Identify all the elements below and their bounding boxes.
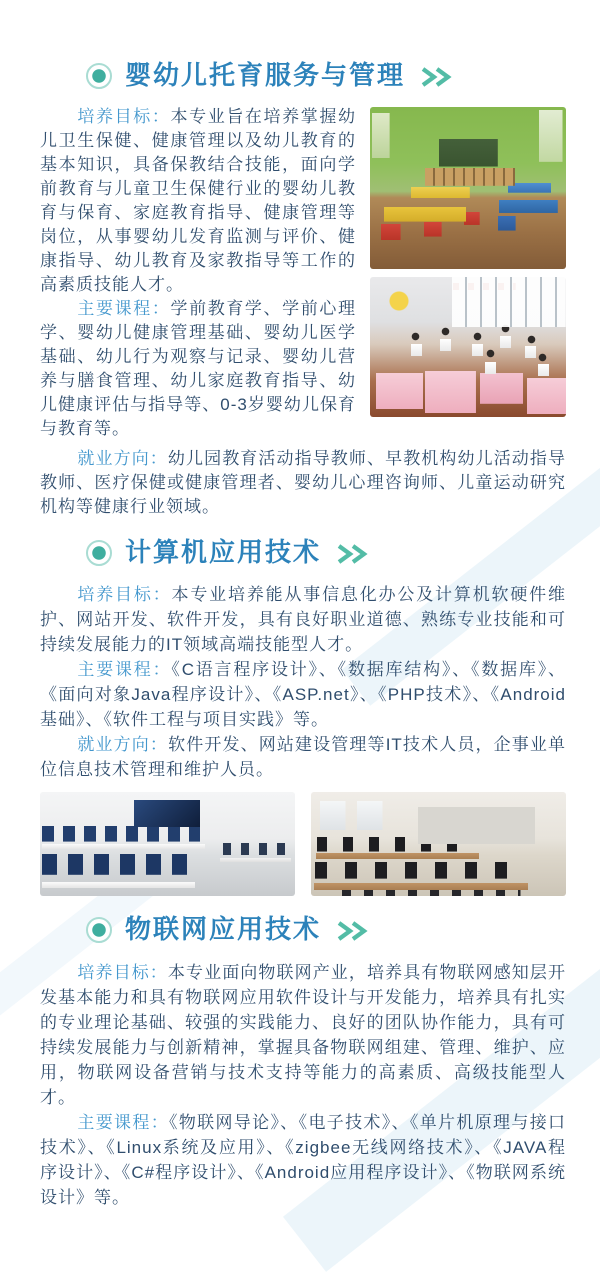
computer-lab-photo [40, 792, 295, 896]
infant-care-training-classroom-photo [370, 277, 566, 417]
training-objective-paragraph [40, 960, 566, 1110]
paragraph-text: 本专业面向物联网产业，培养具有物联网感知层开发基本能力和具有物联网应用软件设计与开发能力，培养具有扎实的专业理论基础、较强的实践能力、良好的团队协作能力，具有可持续发展能力与创新精神，掌握具备物联网组建、管理、维护、应用，物联网设备营销与技术支持等能力的高素质、高级技能型人才。 [40, 962, 567, 1107]
photo-column [370, 107, 566, 417]
paragraph-label: 培养目标： [77, 585, 172, 605]
photo-row [40, 792, 566, 896]
employment-paragraph [40, 732, 566, 782]
circle-dot-icon [86, 540, 112, 566]
paragraph-text: 学前教育学、学前心理学、婴幼儿健康管理基础、婴幼儿医学基础、幼儿行为观察与记录、婴幼儿营养与膳食管理、幼儿家庭教育指导、幼儿健康评估与指导等、0-3岁婴幼儿保育与教育等。 [40, 299, 357, 439]
section-body [40, 105, 566, 519]
kindergarten-classroom-photo [370, 107, 566, 269]
paragraph-label: 主要课程： [77, 1112, 170, 1132]
main-courses-paragraph [40, 657, 566, 732]
paragraph-label: 培养目标： [77, 962, 168, 982]
section-header [86, 60, 566, 91]
section-title: 婴幼儿托育服务与管理 [125, 60, 406, 90]
double-chevron-right-icon [334, 919, 374, 943]
double-chevron-right-icon [334, 542, 374, 566]
section-title: 物联网应用技术 [125, 914, 322, 945]
section-infant-care [40, 60, 566, 519]
paragraph-text: 本专业培养能从事信息化办公及计算机软硬件维护、网站开发、软件开发，具有良好职业道德、熟练专业技能和可持续发展能力的IT领域高端技能型人才。 [40, 585, 567, 655]
section-iot-application [40, 914, 566, 1209]
paragraph-label: 培养目标： [77, 107, 171, 127]
paragraph-label: 就业方向： [77, 449, 168, 469]
employment-paragraph [40, 441, 566, 519]
training-objective-paragraph [40, 582, 566, 657]
paragraph-label: 主要课程： [77, 660, 172, 680]
paragraph-label: 就业方向： [77, 735, 169, 755]
section-title: 计算机应用技术 [125, 537, 322, 568]
paragraph-text: 《物联网导论》、《电子技术》、《单片机原理与接口技术》、《Linux系统及应用》、《zigbee无线网络技术》、《JAVA程序设计》、《C#程序设计》、《Android应用程序设计》、《物联网系统设计》等。 [40, 1112, 567, 1207]
section-header [86, 537, 566, 568]
paragraph-text: 《C语言程序设计》、《数据库结构》、《数据库》、《面向对象Java程序设计》、《ASP.net》、《PHP技术》、《Android基础》、《软件工程与项目实践》等。 [40, 660, 567, 730]
computer-classroom-photo [311, 792, 566, 896]
main-courses-paragraph [40, 1110, 566, 1210]
paragraph-text: 幼儿园教育活动指导教师、早教机构幼儿活动指导教师、医疗保健或健康管理者、婴幼儿心理咨询师、儿童运动研究机构等健康行业领域。 [40, 449, 567, 517]
double-chevron-right-icon [418, 65, 458, 89]
paragraph-text: 软件开发、网站建设管理等IT技术人员，企事业单位信息技术管理和维护人员。 [40, 735, 567, 780]
paragraph-label: 主要课程： [77, 299, 171, 319]
section-header [86, 914, 566, 945]
section-computer-application [40, 537, 566, 896]
paragraph-text: 本专业旨在培养掌握幼儿卫生保健、健康管理以及幼儿教育的基本知识，具备保教结合技能，面向学前教育与儿童卫生保健行业的婴幼儿教育与保育、家庭教育指导、健康管理等岗位，从事婴幼儿发育监测与评价、健康指导、幼儿教育及家教指导等工作的高素质技能人才。 [40, 107, 357, 295]
circle-dot-icon [86, 63, 112, 89]
circle-dot-icon [86, 917, 112, 943]
